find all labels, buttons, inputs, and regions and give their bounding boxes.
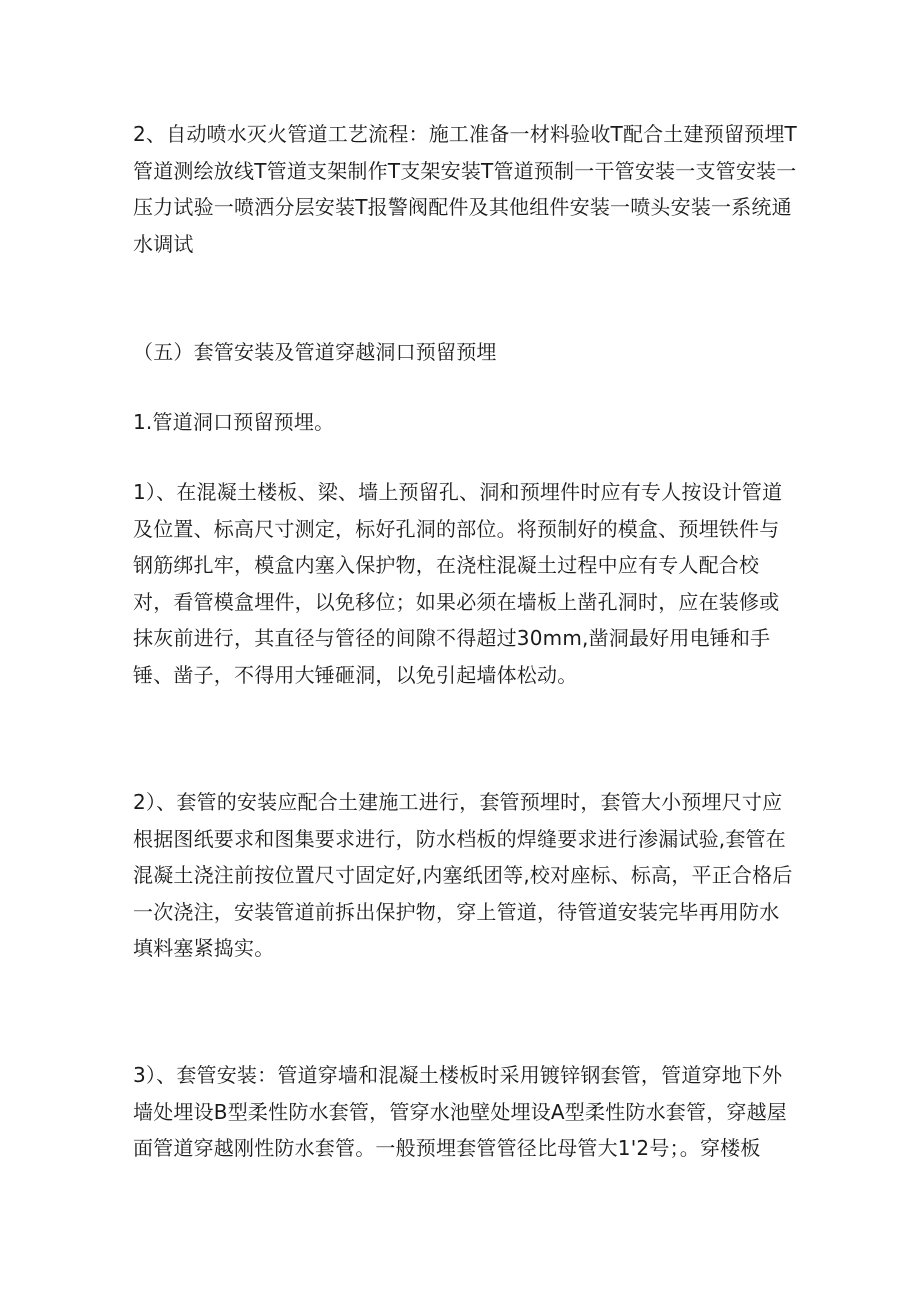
paragraph-item-1: 1）、在混凝土楼板、梁、墙上预留孔、洞和预埋件时应有专人按设计管道及位置、标高尺寸测定，标好孔洞的部位。将预制好的模盒、预埋铁件与钢筋绑扎牢，模盒内塞入保护物，在浇柱混凝土过程中应有专人配合校对，看管模盒埋件，以免移位；如果必须在墙板上凿孔洞时，应在装修或抹灰前进行，其直径与管径的间隙不得超过30mm,凿洞最好用电锤和手锤、凿子，不得用大锤砸洞，以免引起墙体松动。 bbox=[133, 480, 783, 687]
paragraph-sprinkler-process: 2、自动喷水灭火管道工艺流程：施工准备一材料验收T配合土建预留预埋T管道测绘放线T管道支架制作T支架安装T管道预制一干管安装一支管安装一压力试验一喷洒分层安装T报警阀配件及其他组件安装一喷头安装一系统通水调试 bbox=[133, 122, 797, 256]
paragraph-item-3: 3）、套管安装：管道穿墙和混凝土楼板时采用镀锌钢套管，管道穿地下外墙处埋设B型柔性防水套管，管穿水池壁处埋设A型柔性防水套管，穿越屋面管道穿越刚性防水套管。一般预埋套管管径比母管大1'2号；。穿楼板 bbox=[133, 1063, 788, 1160]
section-heading-sleeve-installation: （五）套管安装及管道穿越洞口预留预埋 bbox=[133, 340, 497, 364]
subsection-heading-opening-reservation: 1.管道洞口预留预埋。 bbox=[133, 410, 335, 434]
paragraph-item-2: 2）、套管的安装应配合土建施工进行，套管预埋时，套管大小预埋尺寸应根据图纸要求和图集要求进行，防水档板的焊缝要求进行渗漏试验,套管在混凝土浇注前按位置尺寸固定好,内塞纸团等,校对座标、标高，平正合格后一次浇注，安装管道前拆出保护物，穿上管道，待管道安装完毕再用防水填料塞紧捣实。 bbox=[133, 790, 793, 960]
